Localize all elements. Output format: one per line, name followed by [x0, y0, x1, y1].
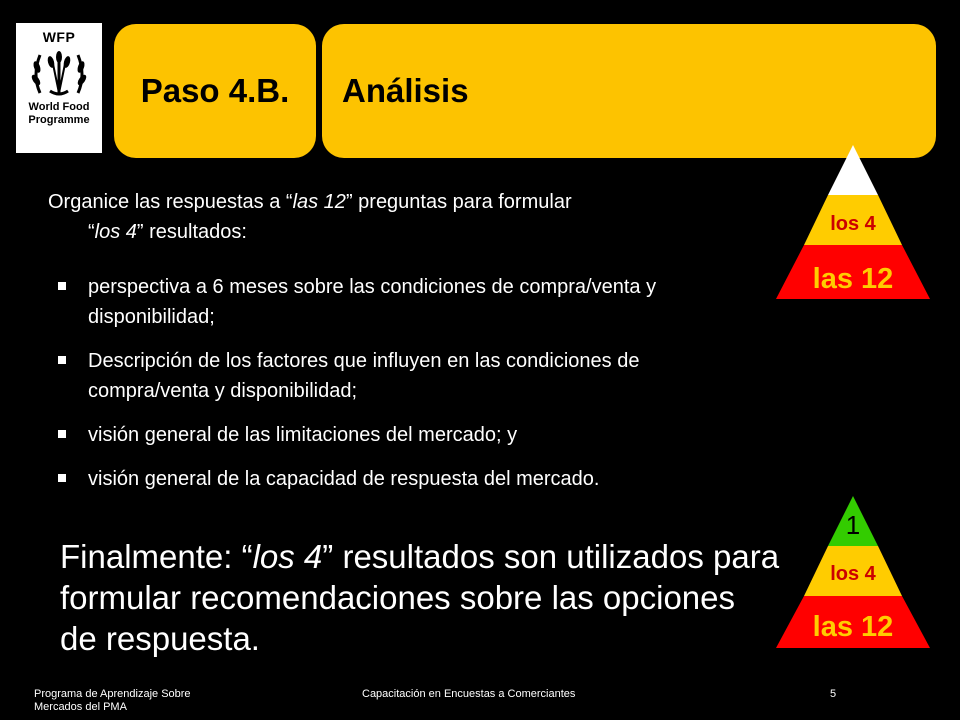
footer-course-title: Capacitación en Encuestas a Comerciantes — [362, 688, 576, 700]
list-item: visión general de la capacidad de respuesta del mercado. — [58, 464, 858, 494]
logo-line2: Programme — [28, 114, 90, 126]
pyramid-bottom-label: las 12 — [812, 263, 894, 295]
pyramid-middle-label: los 4 — [830, 213, 876, 235]
final-emph-4: los 4 — [252, 538, 323, 575]
intro-emph-4: los 4 — [94, 221, 137, 243]
intro-text — [48, 187, 828, 247]
intro-line2: “los 4” resultados: — [88, 221, 247, 243]
wfp-logo — [16, 23, 102, 153]
bullet-icon — [58, 430, 66, 438]
pyramid-diagram-top — [766, 143, 940, 303]
page-title: Análisis — [342, 72, 469, 109]
bullet-list — [58, 272, 858, 508]
pyramid-bottom-label: las 12 — [812, 611, 894, 643]
page-number: 5 — [830, 688, 837, 700]
logo-line1: World Food — [28, 101, 90, 113]
pyramid-middle-label: los 4 — [830, 563, 876, 585]
bullet-icon — [58, 356, 66, 364]
list-item: perspectiva a 6 meses sobre las condiciones de compra/venta y disponibilidad; — [58, 272, 728, 332]
intro-emph-12: las 12 — [292, 191, 346, 213]
pyramid-top-tier — [828, 145, 878, 195]
logo-acronym: WFP — [42, 29, 76, 45]
list-item: Descripción de los factores que influyen en las condiciones de compra/venta y disponibilidad; — [58, 346, 728, 406]
wheat-wreath-icon — [30, 47, 88, 99]
pyramid-top-label: 1 — [845, 510, 861, 540]
final-statement: Finalmente: “los 4” resultados son utilizados para formular recomendaciones sobre las opciones de respuesta. — [60, 538, 780, 657]
bullet-icon — [58, 282, 66, 290]
intro-line1: Organice las respuestas a “las 12” preguntas para formular — [48, 191, 572, 213]
step-banner — [114, 24, 316, 158]
list-item: visión general de las limitaciones del mercado; y — [58, 420, 858, 450]
title-banner — [322, 24, 936, 158]
bullet-icon — [58, 474, 66, 482]
pyramid-diagram-bottom — [766, 494, 940, 652]
footer-program: Programa de Aprendizaje Sobre Mercados del PMA — [34, 688, 191, 713]
step-label: Paso 4.B. — [140, 72, 290, 109]
